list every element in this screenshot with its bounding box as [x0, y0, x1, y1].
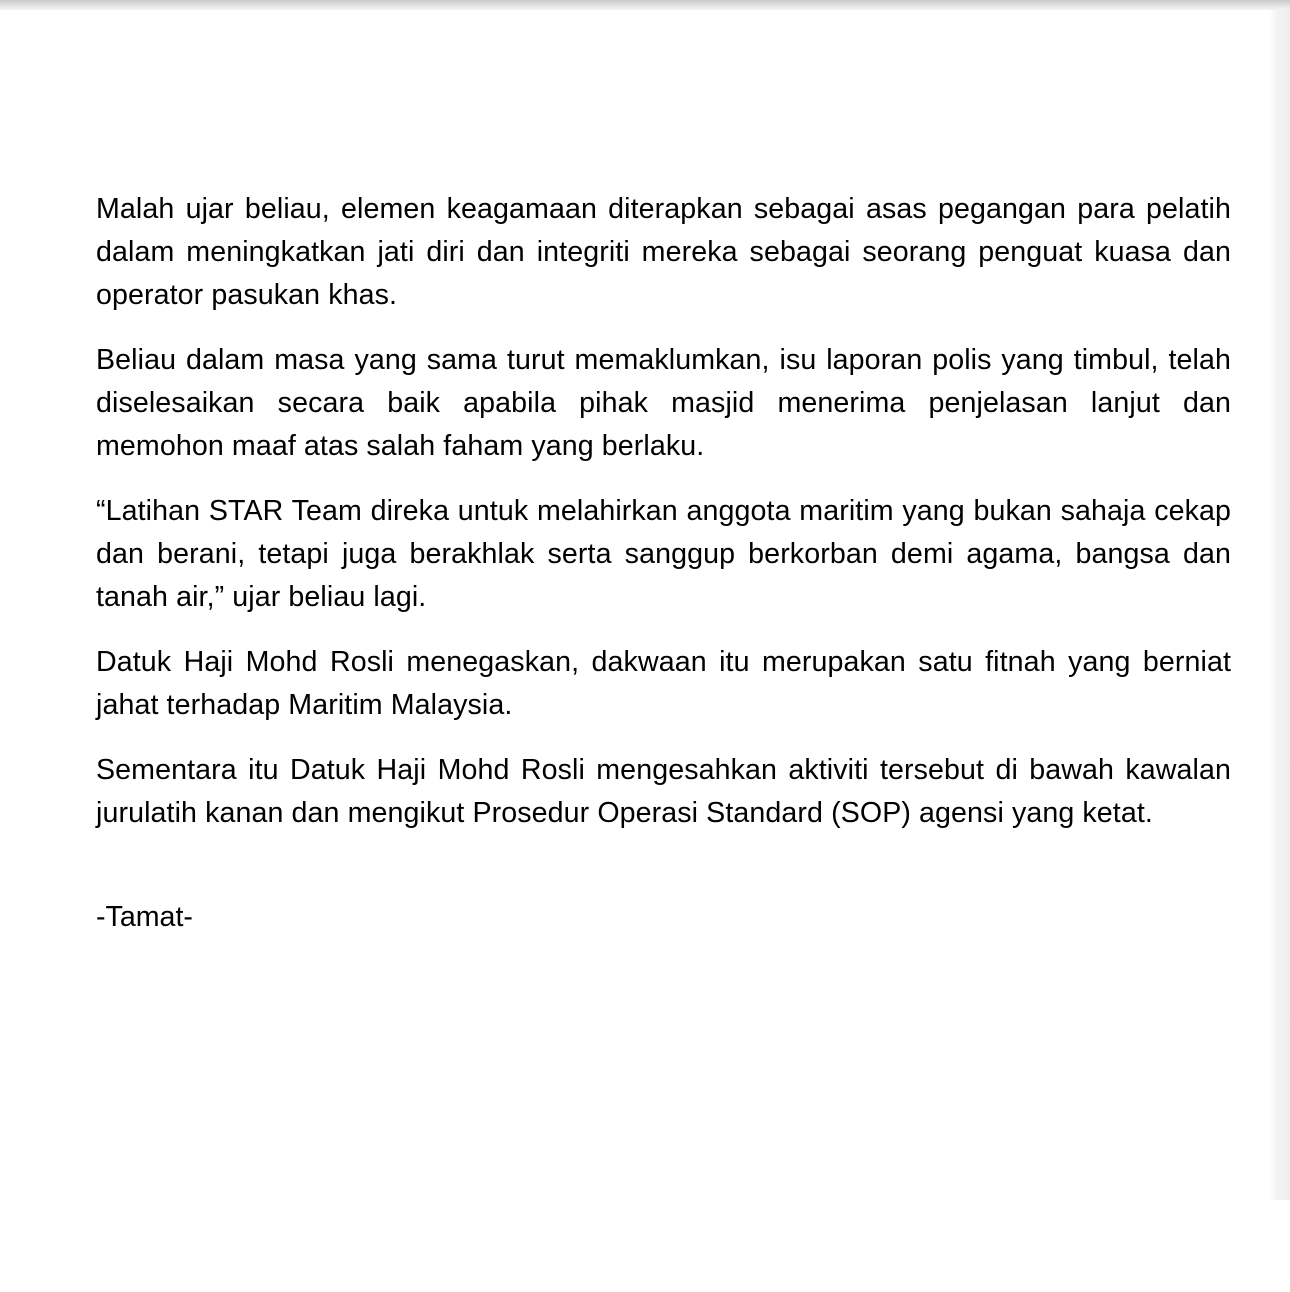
paragraph-star-team-quote: “Latihan STAR Team direka untuk melahirkan anggota maritim yang bukan sahaja cekap dan berani, tetapi juga berakhlak serta sanggup berkorban demi agama, bangsa dan tanah air,” ujar beliau lagi. [96, 495, 1231, 613]
paragraph-religious-elements: Malah ujar beliau, elemen keagamaan diterapkan sebagai asas pegangan para pelatih dalam meningkatkan jati diri dan integriti mereka sebagai seorang penguat kuasa dan operator pasukan khas. [96, 193, 1231, 311]
paragraph-police-report: Beliau dalam masa yang sama turut memaklumkan, isu laporan polis yang timbul, telah diselesaikan secara baik apabila pihak masjid menerima penjelasan lanjut dan memohon maaf atas salah faham yang berlaku. [96, 344, 1231, 462]
page-top-edge [0, 0, 1290, 10]
paragraph-sop-confirmation: Sementara itu Datuk Haji Mohd Rosli mengesahkan aktiviti tersebut di bawah kawalan jurulatih kanan dan mengikut Prosedur Operasi Standard (SOP) agensi yang ketat. [96, 754, 1231, 829]
page-right-edge [1270, 10, 1290, 1200]
closing-mark: -Tamat- [96, 901, 193, 933]
document-page [96, 188, 1231, 939]
paragraph-slander-claim: Datuk Haji Mohd Rosli menegaskan, dakwaan itu merupakan satu fitnah yang berniat jahat terhadap Maritim Malaysia. [96, 646, 1231, 721]
